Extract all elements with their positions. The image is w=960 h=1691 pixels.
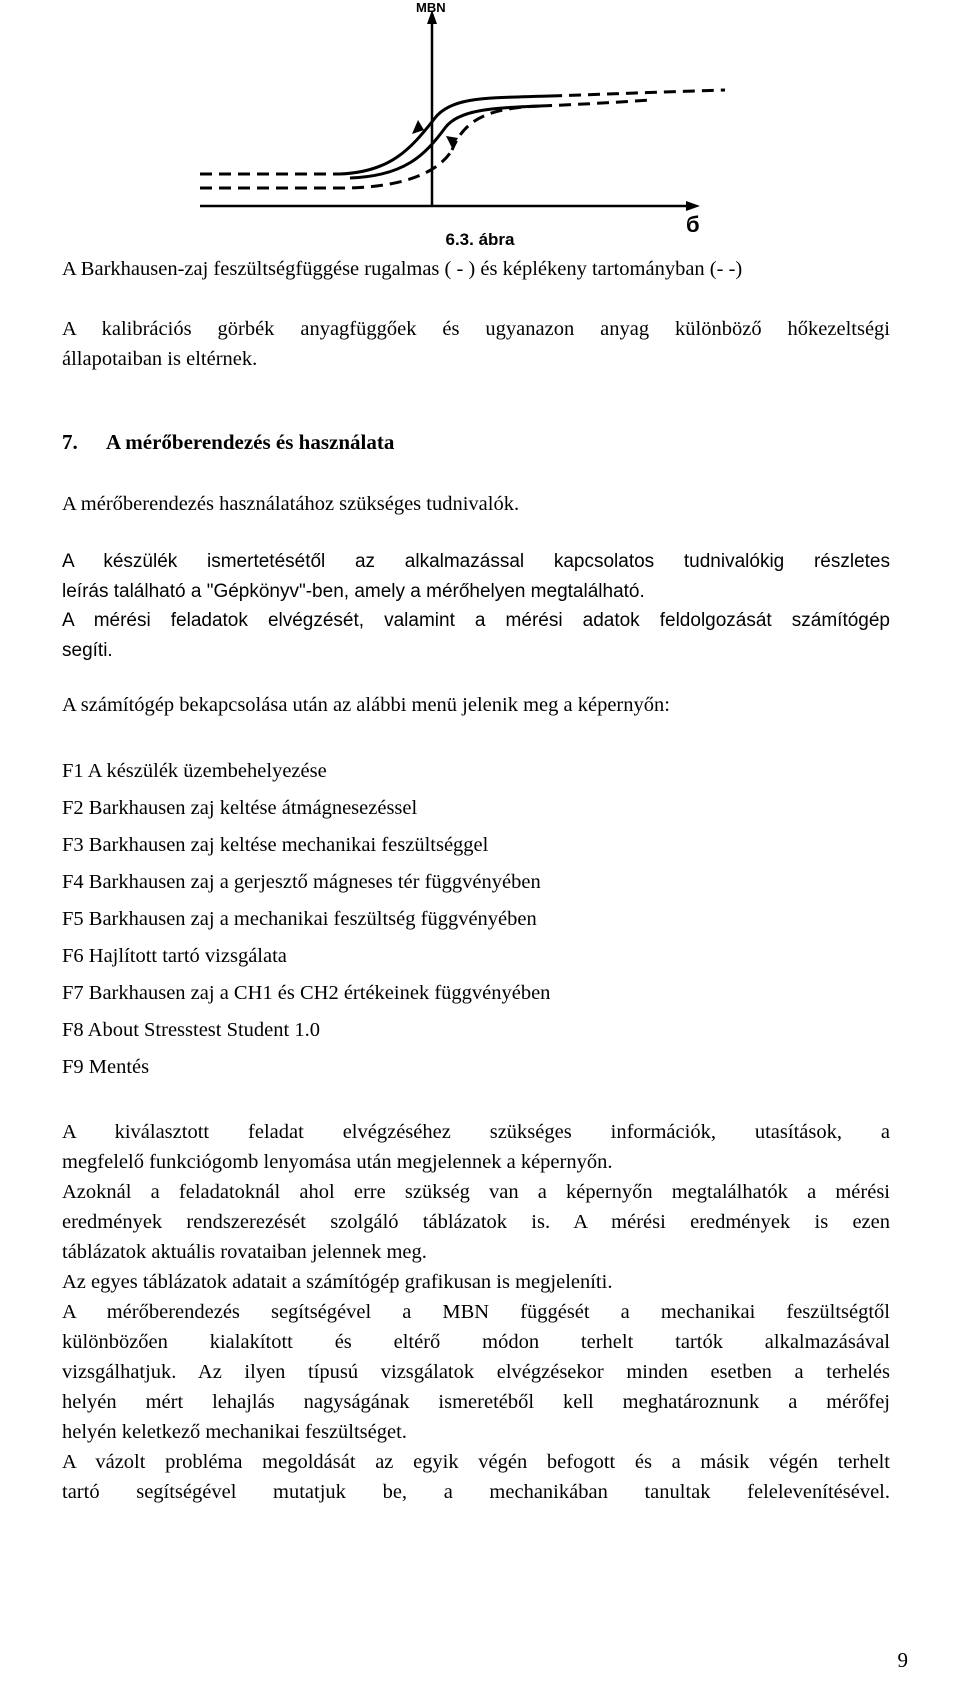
page-number: 9 [897,1648,908,1672]
paragraph-line: állapotaiban is eltérnek. [62,348,258,370]
body-line: A mérőberendezés segítségével a MBN függését a mechanikai feszültségtől [62,1301,890,1323]
paragraph-computer [62,606,890,666]
menu-item-f8: F8 About Stresstest Student 1.0 [62,1019,320,1041]
paragraph-device [62,547,890,607]
paragraph-line: A mérési feladatok elvégzését, valamint a mérési adatok feldolgozását számítógép [62,610,890,631]
intro-text: A mérőberendezés használatához szükséges tudnivalók. [62,493,520,515]
paragraph-line: A készülék ismertetésétől az alkalmazással kapcsolatos tudnivalókig részletes [62,551,890,572]
paragraph-line: A kalibrációs görbék anyagfüggőek és ugyanazon anyag különböző hőkezeltségi [62,318,890,340]
body-line: Az egyes táblázatok adatait a számítógép grafikusan is megjeleníti. [62,1271,613,1293]
curve-plastic-upper [550,90,725,96]
x-axis-arrow [686,201,700,211]
body-line: eredmények rendszerezését szolgáló táblázatok is. A mérési eredmények is ezen [62,1211,890,1233]
paragraph-calibration [62,314,890,374]
body-line: helyén keletkező mechanikai feszültséget. [62,1421,407,1443]
menu-item-f3: F3 Barkhausen zaj keltése mechanikai feszültséggel [62,834,489,856]
menu-item-f1: F1 A készülék üzembehelyezése [62,760,327,782]
section-number: 7. [62,430,78,454]
figure-mbn-curve [190,0,750,235]
mbn-stress-diagram [190,0,750,235]
menu-intro: A számítógép bekapcsolása után az alábbi menü jelenik meg a képernyőn: [62,694,670,716]
menu-item-f4: F4 Barkhausen zaj a gerjesztő mágneses tér függvényében [62,871,541,893]
section-heading [62,430,394,455]
body-line: tartó segítségével mutatjuk be, a mechanikában tanultak felelevenítésével. [62,1481,890,1503]
section-title: A mérőberendezés és használata [106,430,395,454]
body-line: táblázatok aktuális rovataiban jelennek meg. [62,1241,427,1263]
paragraph-line: leírás található a "Gépkönyv"-ben, amely a mérőhelyen megtalálható. [62,581,645,602]
body-line: megfelelő funkciógomb lenyomása után megjelennek a képernyőn. [62,1151,613,1173]
body-text [62,1117,890,1507]
body-line: A kiválasztott feladat elvégzéséhez szükséges információk, utasítások, a [62,1121,890,1143]
figure-caption-number: 6.3. ábra [445,230,515,249]
body-line: helyén mért lehajlás nagyságának ismeretéből kell meghatároznunk a mérőfej [62,1391,890,1413]
paragraph-line: segíti. [62,640,113,661]
menu-item-f2: F2 Barkhausen zaj keltése átmágnesezéssel [62,797,418,819]
curve-plastic-left-lower [200,150,452,188]
body-line: A vázolt probléma megoldását az egyik végén befogott és a másik végén terhelt [62,1451,890,1473]
y-axis-label: MBN [416,0,446,15]
menu-item-f6: F6 Hajlított tartó vizsgálata [62,945,287,967]
body-line: Azoknál a feladatoknál ahol erre szükség van a képernyőn megtalálhatók a mérési [62,1181,890,1203]
figure-caption-text: A Barkhausen-zaj feszültségfüggése rugalmas ( - ) és képlékeny tartományban (- -) [62,258,743,280]
x-axis-label: б [686,212,700,235]
menu-item-f7: F7 Barkhausen zaj a CH1 és CH2 értékeinek függvényében [62,982,551,1004]
body-line: különbözően kialakított és eltérő módon terhelt tartók alkalmazásával [62,1331,890,1353]
curve-plastic-lower [452,100,650,150]
menu-item-f9: F9 Mentés [62,1056,150,1078]
body-line: vizsgálhatjuk. Az ilyen típusú vizsgálatok elvégzésekor minden esetben a terhelés [62,1361,890,1383]
menu-item-f5: F5 Barkhausen zaj a mechanikai feszültség függvényében [62,908,537,930]
